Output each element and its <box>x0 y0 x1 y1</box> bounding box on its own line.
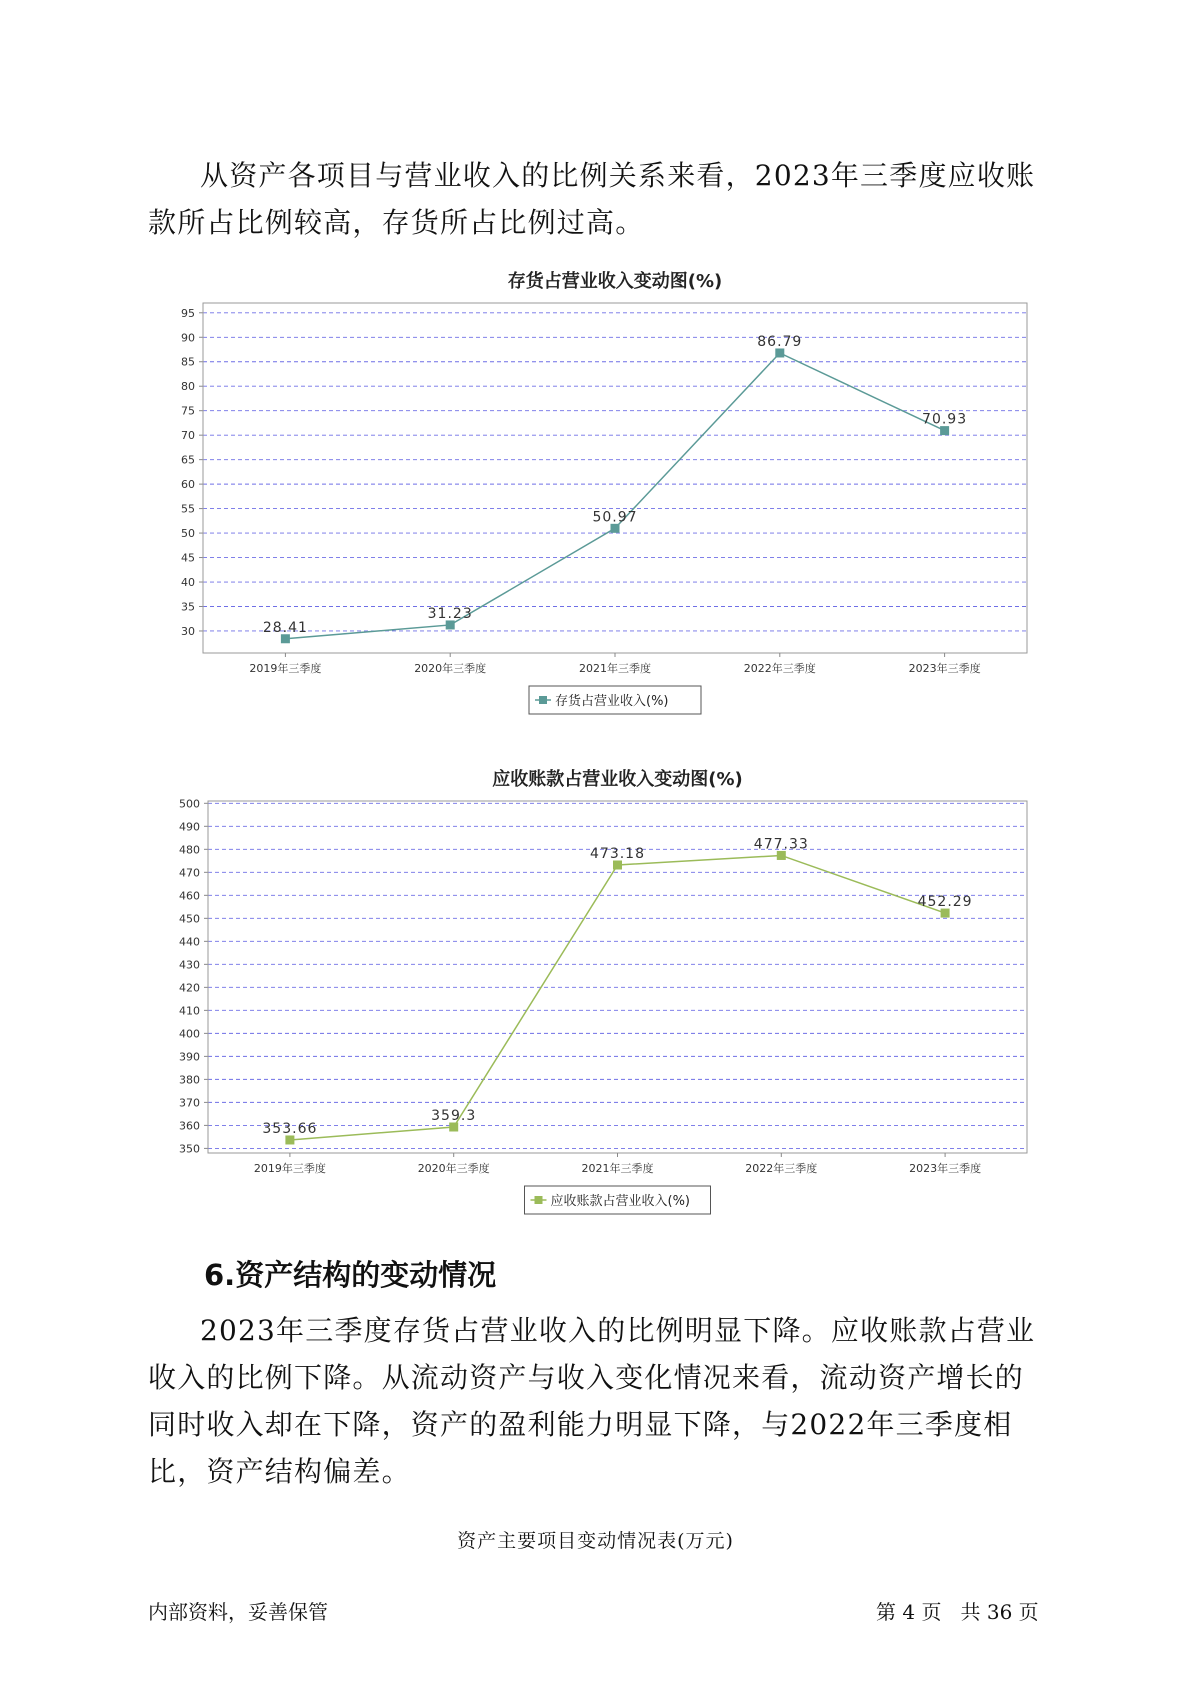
x-tick-label: 2023年三季度 <box>909 1162 982 1175</box>
y-tick-label: 60 <box>181 478 195 492</box>
y-tick-label: 360 <box>179 1119 200 1133</box>
legend-label: 存货占营业收入(%) <box>555 694 669 709</box>
inventory-ratio-chart <box>0 260 1191 720</box>
y-tick-label: 35 <box>181 600 195 614</box>
data-label: 50.97 <box>592 509 638 526</box>
data-label: 86.79 <box>757 333 803 350</box>
y-tick-label: 45 <box>181 551 195 565</box>
data-label: 70.93 <box>922 411 968 428</box>
y-tick-label: 55 <box>181 502 195 516</box>
y-tick-label: 95 <box>181 306 195 320</box>
structure-paragraph-text: 2023年三季度存货占营业收入的比例明显下降。应收账款占营业收入的比例下降。从流动资产与收入变化情况来看，流动资产增长的同时收入却在下降，资产的盈利能力明显下降，与2022年三季度相比，资产结构偏差。 <box>148 1314 1036 1488</box>
footer-page-number: 第 4 页 共 36 页 <box>876 1600 1039 1624</box>
y-tick-label: 370 <box>179 1096 200 1110</box>
y-tick-label: 40 <box>181 576 195 590</box>
chart-title: 存货占营业收入变动图(%) <box>507 271 723 292</box>
intro-paragraph <box>148 152 1048 246</box>
x-tick-label: 2022年三季度 <box>745 1162 818 1175</box>
structure-paragraph <box>148 1307 1048 1495</box>
x-tick-label: 2020年三季度 <box>417 1162 490 1175</box>
y-tick-label: 90 <box>181 331 195 345</box>
x-tick-label: 2021年三季度 <box>579 662 651 675</box>
data-label: 31.23 <box>427 605 473 622</box>
data-label: 353.66 <box>262 1120 318 1137</box>
y-tick-label: 410 <box>179 1004 200 1018</box>
y-tick-label: 430 <box>179 958 200 972</box>
y-tick-label: 30 <box>181 624 195 638</box>
y-tick-label: 65 <box>181 453 195 467</box>
y-tick-label: 70 <box>181 429 195 443</box>
plot-area <box>203 303 1027 653</box>
x-tick-label: 2019年三季度 <box>249 662 322 675</box>
y-tick-label: 500 <box>179 797 200 811</box>
y-tick-label: 420 <box>179 981 200 995</box>
y-tick-label: 440 <box>179 935 200 949</box>
data-label: 452.29 <box>917 894 973 911</box>
x-tick-label: 2020年三季度 <box>414 662 487 675</box>
y-tick-label: 460 <box>179 889 200 903</box>
data-label: 28.41 <box>262 619 308 636</box>
y-tick-label: 80 <box>181 380 195 394</box>
y-tick-label: 400 <box>179 1027 200 1041</box>
data-label: 477.33 <box>753 836 809 853</box>
x-tick-label: 2022年三季度 <box>743 662 816 675</box>
x-tick-label: 2023年三季度 <box>908 662 981 675</box>
y-tick-label: 75 <box>181 404 195 418</box>
data-label: 359.3 <box>431 1108 477 1125</box>
y-tick-label: 490 <box>179 820 200 834</box>
x-tick-label: 2021年三季度 <box>581 1162 654 1175</box>
x-tick-label: 2019年三季度 <box>253 1162 326 1175</box>
y-tick-label: 85 <box>181 355 195 369</box>
footer-confidential-note: 内部资料，妥善保管 <box>148 1600 328 1624</box>
chart-title: 应收账款占营业收入变动图(%) <box>492 769 743 790</box>
legend-marker-swatch <box>539 696 547 704</box>
intro-paragraph-text: 从资产各项目与营业收入的比例关系来看，2023年三季度应收账款所占比例较高，存货所占比例过高。 <box>148 159 1036 239</box>
y-tick-label: 350 <box>179 1142 200 1156</box>
legend-marker-swatch <box>535 1196 543 1204</box>
y-tick-label: 380 <box>179 1073 200 1087</box>
y-tick-label: 480 <box>179 843 200 857</box>
section-heading: 6.资产结构的变动情况 <box>204 1258 497 1292</box>
legend-label: 应收账款占营业收入(%) <box>550 1194 690 1209</box>
y-tick-label: 390 <box>179 1050 200 1064</box>
receivables-ratio-chart <box>0 758 1191 1222</box>
y-tick-label: 470 <box>179 866 200 880</box>
table-caption: 资产主要项目变动情况表(万元) <box>457 1530 734 1552</box>
y-tick-label: 450 <box>179 912 200 926</box>
y-tick-label: 50 <box>181 527 195 541</box>
data-label: 473.18 <box>590 846 645 863</box>
